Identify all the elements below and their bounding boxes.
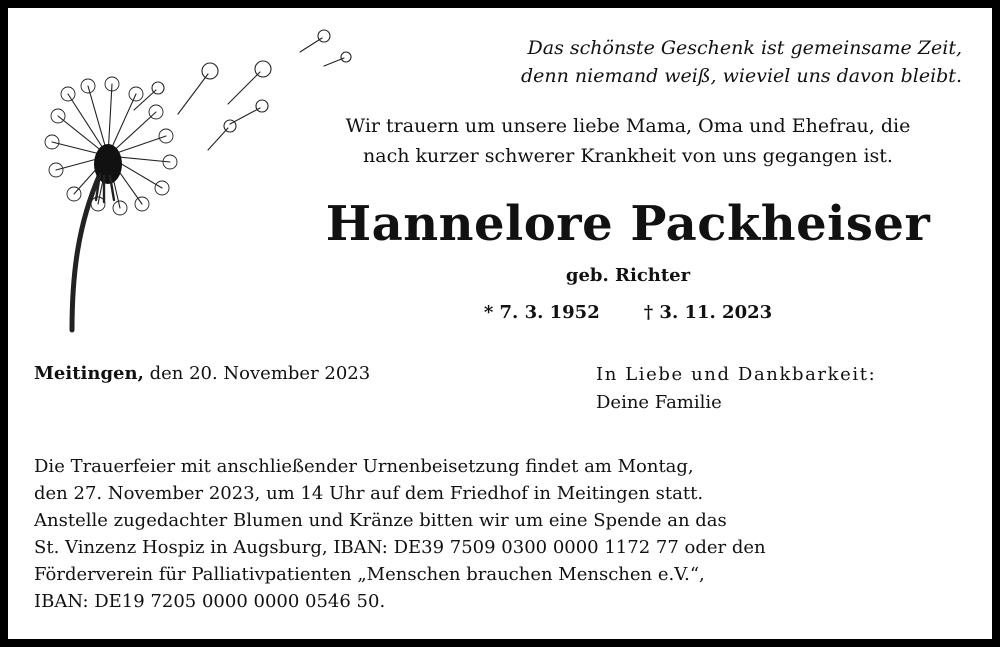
place-and-date: [34, 361, 370, 387]
details-line: den 27. November 2023, um 14 Uhr auf dem Friedhof in Meitingen statt.: [34, 483, 704, 504]
details-line: St. Vinzenz Hospiz in Augsburg, IBAN: DE39 7509 0300 0000 1172 77 oder den: [34, 537, 766, 558]
signature: [596, 361, 876, 417]
maiden-name: geb. Richter: [565, 265, 691, 286]
funeral-details: [34, 453, 766, 615]
intro-line: Wir trauern um unsere liebe Mama, Oma und Ehefrau, die: [345, 115, 911, 137]
intro-text: [288, 111, 968, 171]
life-dates: [288, 300, 968, 326]
deceased-name: Hannelore Packheiser: [325, 196, 931, 252]
details-line: IBAN: DE19 7205 0000 0000 0546 50.: [34, 591, 386, 612]
death-date: † 3. 11. 2023: [643, 302, 773, 323]
signature-line: Deine Familie: [596, 392, 722, 413]
details-line: Anstelle zugedachter Blumen und Kränze bitten wir um eine Spende an das: [34, 510, 727, 531]
details-line: Die Trauerfeier mit anschließender Urnenbeisetzung findet am Montag,: [34, 456, 694, 477]
publication-date: den 20. November 2023: [143, 363, 371, 384]
details-line: Förderverein für Palliativpatienten „Menschen brauchen Menschen e.V.“,: [34, 564, 705, 585]
quote: [422, 34, 962, 90]
place-name: Meitingen,: [34, 363, 144, 384]
obituary-card: [8, 8, 992, 639]
quote-line: Das schönste Geschenk ist gemeinsame Zeit,: [527, 37, 962, 59]
birth-date: * 7. 3. 1952: [483, 302, 600, 323]
signature-line: In Liebe und Dankbarkeit:: [596, 364, 877, 385]
intro-line: nach kurzer schwerer Krankheit von uns gegangen ist.: [363, 145, 893, 167]
quote-line: denn niemand weiß, wieviel uns davon bleibt.: [521, 65, 962, 87]
